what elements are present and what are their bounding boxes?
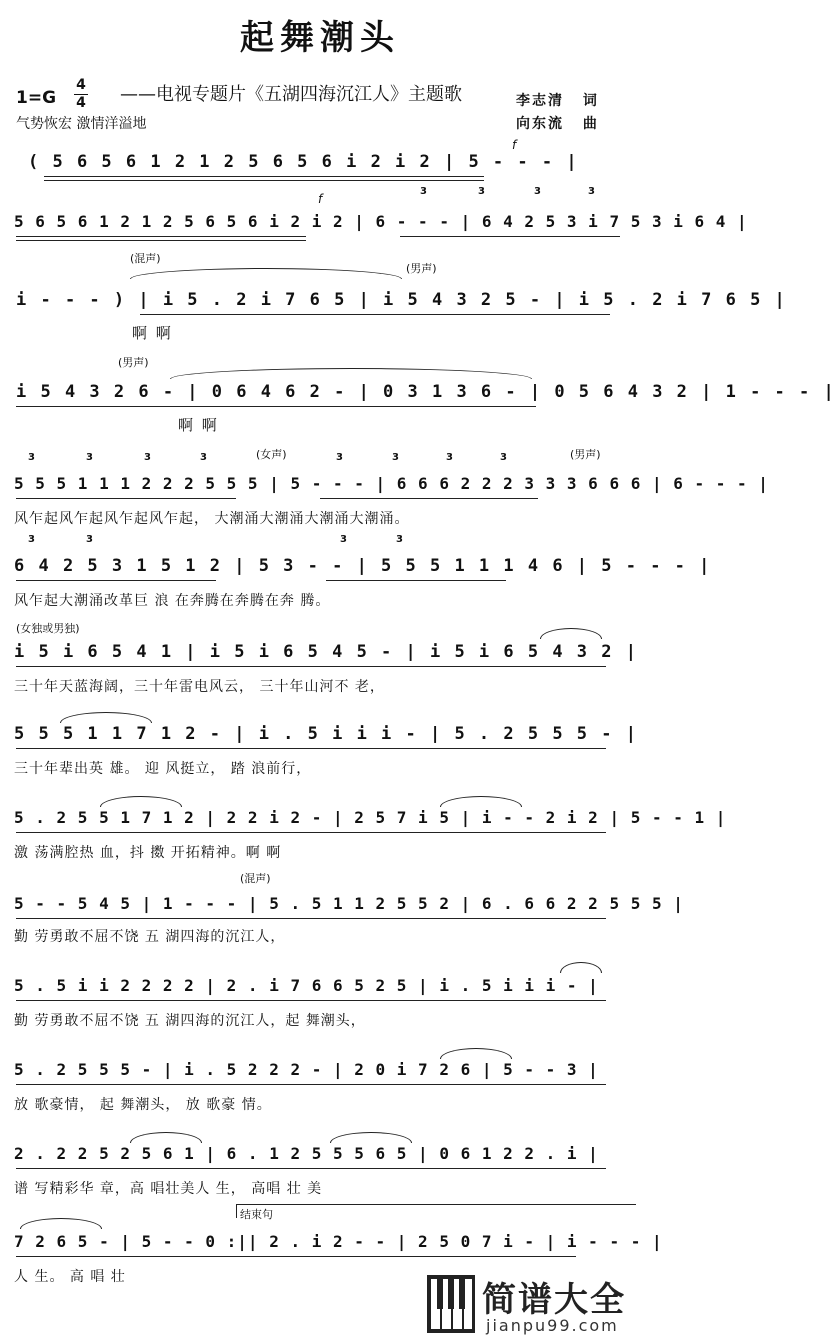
site-logo[interactable]	[426, 1272, 640, 1338]
triplet-mark: 3	[340, 534, 347, 545]
score-line-11: 5 . 5 i i 2 2 2 2 | 2 . i 7 6 6 5 2 5 | i . 5 i i i - |	[14, 976, 599, 995]
lyricist-role: 词	[582, 93, 597, 109]
beam-line	[44, 180, 484, 181]
triplet-mark: 3	[396, 534, 403, 545]
score-line-1: ( 5 6 5 6 1 2 1 2 5 6 5 6 i 2 i 2 | 5 - - - |	[28, 152, 579, 172]
score-line-8: 5 5 5 1 1 7 1 2 - | i . 5 i i i - | 5 . 2 5 5 5 - |	[14, 724, 638, 744]
score-line-9: 5 . 2 5 5 1 7 1 2 | 2 2 i 2 - | 2 5 7 i 5 | i - - 2 i 2 | 5 - - 1 |	[14, 808, 727, 827]
beam-line	[16, 580, 216, 581]
slur	[130, 268, 402, 279]
triplet-mark: 3	[336, 452, 343, 463]
lyrics-line-12: 放 歌豪情， 起 舞潮头， 放 歌豪 情。	[14, 1097, 272, 1113]
lyrics-line-6: 风乍起大潮涌改革巨 浪 在奔腾在奔腾在奔 腾。	[14, 593, 331, 609]
female-voice-mark: (女声)	[256, 448, 287, 461]
beam-line	[16, 498, 236, 499]
logo-url-text: jianpu99.com	[486, 1316, 619, 1335]
composer-name: 向东流	[516, 116, 564, 132]
time-signature	[74, 78, 88, 111]
time-signature-top: 4	[76, 77, 86, 93]
lyrics-line-7: 三十年天蓝海阔，三十年雷电风云， 三十年山河不 老，	[14, 679, 385, 695]
mixed-voice-mark: (混声)	[240, 872, 271, 885]
triplet-mark: 3	[86, 534, 93, 545]
male-voice-mark: (男声)	[570, 448, 601, 461]
ending-bracket-edge	[236, 1204, 237, 1218]
beam-line	[16, 1168, 606, 1169]
score-line-13: 2 . 2 2 5 2 5 6 1 | 6 . 1 2 5 5 5 6 5 | 0 6 1 2 2 . i |	[14, 1144, 599, 1163]
score-line-12: 5 . 2 5 5 5 - | i . 5 2 2 2 - | 2 0 i 7 2 6 | 5 - - 3 |	[14, 1060, 599, 1079]
lyrics-line-9: 激 荡满腔热 血，抖 擞 开拓精神。啊 啊	[14, 845, 282, 861]
slur	[560, 962, 602, 973]
ending-bracket	[236, 1204, 636, 1205]
triplet-mark: 3	[500, 452, 507, 463]
triplet-mark: 3	[392, 452, 399, 463]
song-title: 起舞潮头	[240, 18, 400, 58]
slur	[20, 1218, 102, 1229]
score-line-7: i 5 i 6 5 4 1 | i 5 i 6 5 4 5 - | i 5 i 6 5 4 3 2 |	[14, 642, 638, 662]
composer-credit	[516, 113, 597, 133]
triplet-mark: 3	[478, 186, 485, 197]
score-line-5: 5 5 5 1 1 1 2 2 2 5 5 5 | 5 - - - | 6 6 6 2 2 2 3 3 3 6 6 6 | 6 - - - |	[14, 474, 769, 493]
lyrics-line-14: 人 生。 高 唱 壮	[14, 1269, 126, 1285]
score-line-3: i - - - ) | i 5 . 2 i 7 6 5 | i 5 4 3 2 5 - | i 5 . 2 i 7 6 5 |	[16, 290, 787, 310]
logo-brand-text: 简谱大全	[482, 1280, 626, 1320]
male-voice-mark: (男声)	[406, 262, 437, 275]
slur	[440, 1048, 512, 1059]
slur	[100, 796, 182, 807]
score-line-10: 5 - - 5 4 5 | 1 - - - | 5 . 5 1 1 2 5 5 2 | 6 . 6 6 2 2 5 5 5 |	[14, 894, 684, 913]
slur	[440, 796, 522, 807]
lyrics-line-4: 啊 啊	[178, 416, 219, 434]
beam-line	[140, 314, 610, 315]
score-line-6: 6 4 2 5 3 1 5 1 2 | 5 3 - - | 5 5 5 1 1 1 4 6 | 5 - - - |	[14, 556, 712, 576]
ending-mark: 结束句	[240, 1208, 273, 1221]
mixed-voice-mark: (混声)	[130, 252, 161, 265]
key-signature: 1=G	[16, 88, 57, 108]
beam-line	[16, 1084, 606, 1085]
beam-line	[16, 832, 606, 833]
triplet-mark: 3	[446, 452, 453, 463]
lyrics-line-13: 谱 写精彩华 章，高 唱壮美人 生， 高唱 壮 美	[14, 1181, 323, 1197]
lyrics-line-11: 勤 劳勇敢不屈不饶 五 湖四海的沉江人，起 舞潮头，	[14, 1013, 366, 1029]
slur	[170, 368, 532, 379]
triplet-mark: 3	[86, 452, 93, 463]
solo-voice-mark: (女独或男独)	[16, 622, 80, 635]
beam-line	[326, 580, 506, 581]
triplet-mark: 3	[28, 534, 35, 545]
beam-line	[44, 176, 484, 177]
slur	[60, 712, 152, 723]
beam-line	[16, 1256, 576, 1257]
male-voice-mark: (男声)	[118, 356, 149, 369]
beam-line	[16, 1000, 606, 1001]
triplet-mark: 3	[588, 186, 595, 197]
tempo-marking: 气势恢宏 激情洋溢地	[16, 116, 147, 132]
lyricist-credit	[516, 90, 597, 110]
beam-line	[400, 236, 620, 237]
beam-line	[16, 236, 306, 237]
beam-line	[16, 748, 606, 749]
score-line-14: 7 2 6 5 - | 5 - - 0 :|| 2 . i 2 - - | 2 5 0 7 i - | i - - - |	[14, 1232, 663, 1251]
piano-keys-icon	[426, 1274, 476, 1334]
beam-line	[16, 406, 536, 407]
composer-role: 曲	[582, 116, 597, 132]
triplet-mark: 3	[28, 452, 35, 463]
score-line-2: 5 6 5 6 1 2 1 2 5 6 5 6 i 2 i 2 | 6 - - - | 6 4 2 5 3 i 7 5 3 i 6 4 |	[14, 212, 748, 231]
triplet-mark: 3	[200, 452, 207, 463]
score-line-4: i 5 4 3 2 6 - | 0 6 4 6 2 - | 0 3 1 3 6 - | 0 5 6 4 3 2 | 1 - - - |	[16, 382, 836, 402]
slur	[540, 628, 602, 639]
beam-line	[16, 918, 606, 919]
triplet-mark: 3	[144, 452, 151, 463]
beam-line	[16, 240, 306, 241]
time-signature-bottom: 4	[76, 95, 86, 111]
beam-line	[320, 498, 538, 499]
beam-line	[16, 666, 606, 667]
forte-mark: f	[512, 138, 517, 152]
lyrics-line-5: 风乍起风乍起风乍起风乍起， 大潮涌大潮涌大潮涌大潮涌。	[14, 511, 410, 527]
slur	[130, 1132, 202, 1143]
slur	[330, 1132, 412, 1143]
forte-mark: f	[318, 192, 323, 206]
song-subtitle: ——电视专题片《五湖四海沉江人》主题歌	[120, 84, 462, 105]
triplet-mark: 3	[420, 186, 427, 197]
lyrics-line-8: 三十年辈出英 雄。 迎 风挺立， 踏 浪前行，	[14, 761, 312, 777]
triplet-mark: 3	[534, 186, 541, 197]
lyrics-line-3: 啊 啊	[132, 324, 173, 342]
lyricist-name: 李志清	[516, 93, 564, 109]
lyrics-line-10: 勤 劳勇敢不屈不饶 五 湖四海的沉江人，	[14, 929, 286, 945]
